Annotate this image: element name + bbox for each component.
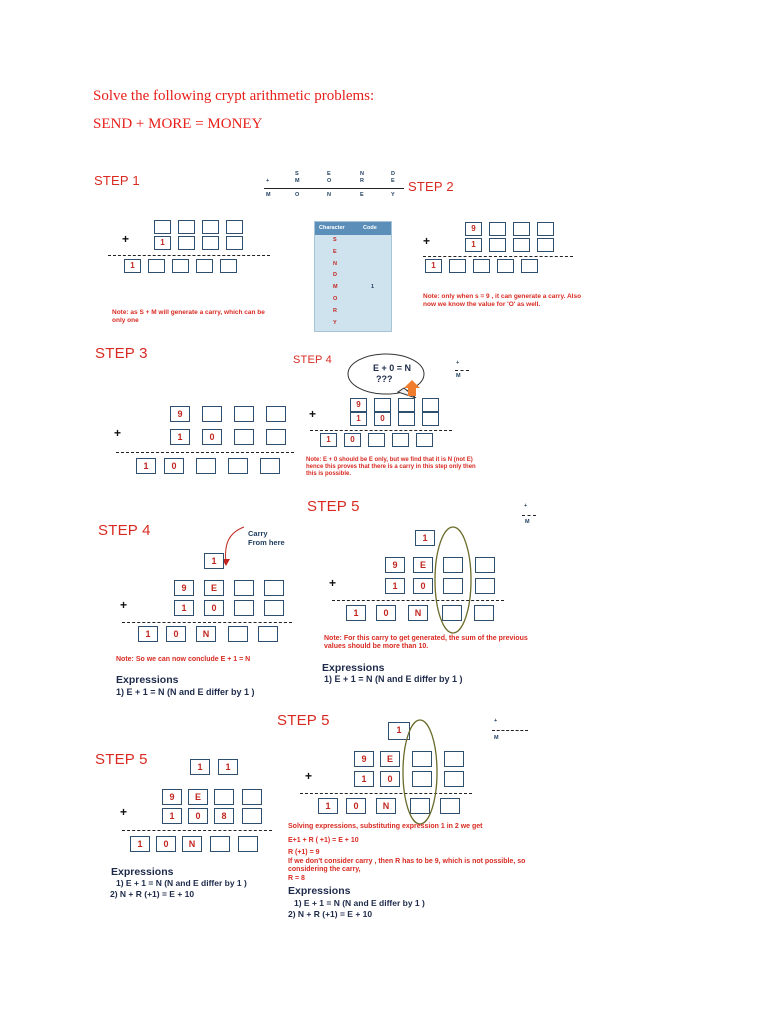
m-digit-box: 1	[170, 429, 190, 445]
plus-sign: +	[423, 234, 431, 248]
result-digit-box: 0	[166, 626, 186, 642]
result-digit-box: 1	[320, 433, 337, 447]
m-digit-box: 1	[465, 238, 482, 252]
digit-box	[242, 808, 262, 824]
sum-line	[332, 600, 504, 601]
side-plus: +	[524, 503, 528, 509]
side-m: M	[456, 373, 461, 379]
solve-line-2: E+1 + R ( +1) = E + 10	[288, 837, 359, 844]
digit-box	[374, 398, 391, 412]
digit-box	[234, 580, 254, 596]
e-digit-box: E	[204, 580, 224, 596]
step5-solve-panel	[272, 705, 542, 927]
o-digit-box: 0	[380, 771, 400, 787]
step4-label: STEP 4	[98, 522, 151, 539]
step2-panel	[405, 176, 585, 326]
n-digit-box: N	[408, 605, 428, 621]
digit-box	[398, 398, 415, 412]
digit-box	[489, 238, 506, 252]
m-digit-box: 1	[154, 236, 171, 250]
highlight-ellipse	[400, 717, 440, 827]
digit-box	[368, 433, 385, 447]
step5-note: Note: For this carry to get generated, the sum of the previous values should be more than 10.	[324, 635, 528, 650]
digit-box	[178, 236, 195, 250]
letter: D	[391, 171, 395, 177]
digit-box	[513, 238, 530, 252]
s-digit-box: 9	[385, 557, 405, 573]
solve-line-3: R (+1) = 9	[288, 849, 320, 856]
s-digit-box: 9	[465, 222, 482, 236]
result-digit-box: 1	[138, 626, 158, 642]
n-digit-box: N	[182, 836, 202, 852]
carry-digit-box: 1	[388, 722, 410, 740]
n-digit-box: N	[196, 626, 216, 642]
sum-line	[108, 255, 270, 256]
plus-sign: +	[120, 598, 128, 612]
digit-box	[266, 429, 286, 445]
o-digit-box: 0	[204, 600, 224, 616]
step5-label: STEP 5	[277, 712, 330, 729]
plus-sign: +	[305, 769, 313, 783]
result-digit-box: 1	[130, 836, 150, 852]
letter: Y	[391, 192, 395, 198]
carry-digit-box: 1	[218, 759, 238, 775]
table-character-cell: Y	[333, 319, 337, 326]
expression-1: 1) E + 1 = N (N and E differ by 1 )	[116, 687, 255, 697]
sum-line	[310, 430, 452, 431]
digit-box	[513, 222, 530, 236]
bubble-question: ???	[376, 374, 393, 384]
expression-1: 1) E + 1 = N (N and E differ by 1 )	[294, 898, 425, 908]
expression-1: 1) E + 1 = N (N and E differ by 1 )	[116, 878, 247, 888]
side-m: M	[525, 519, 530, 525]
side-line	[455, 370, 469, 371]
digit-box	[202, 406, 222, 422]
table-character-cell: S	[333, 237, 337, 243]
m-digit-box: 1	[174, 600, 194, 616]
digit-box	[489, 222, 506, 236]
s-digit-box: 9	[170, 406, 190, 422]
table-character-cell: E	[333, 248, 337, 255]
result-digit-box: 1	[318, 798, 338, 814]
digit-box	[226, 220, 243, 234]
r-digit-box: 8	[214, 808, 234, 824]
digit-box	[475, 557, 495, 573]
digit-box	[416, 433, 433, 447]
s-digit-box: 9	[354, 751, 374, 767]
m-digit-box: 1	[354, 771, 374, 787]
m-digit-box: 1	[385, 578, 405, 594]
expressions-title: Expressions	[111, 866, 174, 878]
o-digit-box: 0	[188, 808, 208, 824]
plus-sign: +	[120, 805, 128, 819]
letter: M	[266, 192, 271, 198]
plus-sign: +	[114, 426, 122, 440]
e-digit-box: E	[413, 557, 433, 573]
expression-1: 1) E + 1 = N (N and E differ by 1 )	[324, 674, 463, 684]
digit-box	[210, 836, 230, 852]
instruction-heading: Solve the following crypt arithmetic problems:	[93, 88, 375, 104]
step1-label: STEP 1	[94, 173, 140, 188]
plus-sign: +	[309, 407, 317, 421]
s-digit-box: 9	[174, 580, 194, 596]
sum-line	[423, 256, 573, 257]
letter: R	[360, 178, 364, 184]
digit-box	[537, 222, 554, 236]
letter: M	[295, 178, 300, 184]
equation-header	[262, 168, 412, 202]
digit-box	[266, 406, 286, 422]
digit-box	[537, 238, 554, 252]
digit-box	[264, 600, 284, 616]
digit-box	[392, 433, 409, 447]
digit-box	[154, 220, 171, 234]
digit-box	[449, 259, 466, 273]
digit-box	[202, 220, 219, 234]
highlight-ellipse	[432, 524, 474, 636]
table-character-cell: M	[333, 284, 338, 291]
digit-box	[234, 600, 254, 616]
digit-box	[234, 429, 254, 445]
digit-box	[226, 236, 243, 250]
expression-2: 2) N + R (+1) = E + 10	[110, 889, 195, 899]
expressions-title: Expressions	[116, 674, 179, 686]
digit-box	[264, 580, 284, 596]
n-digit-box: N	[376, 798, 396, 814]
step2-label: STEP 2	[408, 179, 454, 194]
letter: O	[295, 192, 300, 198]
table-character-cell: N	[333, 260, 337, 267]
digit-box	[258, 626, 278, 642]
table-code-cell: 1	[371, 284, 375, 291]
solve-line-1: Solving expressions, substituting expression 1 in 2 we get	[288, 823, 483, 830]
result-digit-box: 1	[425, 259, 442, 273]
step5-label: STEP 5	[307, 498, 360, 515]
carry-digit-box: 1	[415, 530, 435, 546]
sum-line	[264, 188, 404, 189]
step4-note: Note: E + 0 should be E only, but we find that it is N (not E) hence this proves that there is a carry in this step only then this is possible.	[306, 457, 476, 477]
solve-line-4: If we don't consider carry , then R has to be 9, which is not possible, so considering the carry,	[288, 858, 526, 873]
letter: N	[360, 171, 364, 177]
digit-box	[497, 259, 514, 273]
side-line	[522, 515, 536, 516]
s-digit-box: 9	[162, 789, 182, 805]
e-digit-box: E	[188, 789, 208, 805]
table-character-cell: O	[333, 296, 338, 302]
plus-sign: +	[122, 232, 130, 246]
result-digit-box: 0	[344, 433, 361, 447]
step5-panel	[302, 492, 552, 692]
digit-box	[260, 458, 280, 474]
letter: O	[327, 178, 332, 184]
step3-label: STEP 3	[95, 345, 148, 362]
digit-box	[444, 751, 464, 767]
sum-line	[116, 452, 294, 453]
sum-line	[300, 793, 472, 794]
digit-box	[238, 836, 258, 852]
digit-box	[440, 798, 460, 814]
digit-box	[196, 458, 216, 474]
step2-note: Note: only when s = 9 , it can generate a carry. Also now we know the value for 'O' as well.	[423, 293, 582, 308]
digit-box	[214, 789, 234, 805]
digit-box	[228, 626, 248, 642]
letter: N	[327, 192, 331, 198]
result-digit-box: 0	[376, 605, 396, 621]
step5-label: STEP 5	[95, 751, 148, 768]
carry-digit-box: 1	[190, 759, 210, 775]
digit-box	[521, 259, 538, 273]
bubble-text: E + 0 = N	[373, 363, 412, 373]
col-character: Character	[319, 225, 345, 231]
carry-digit-box: 1	[124, 259, 141, 273]
digit-box	[148, 259, 165, 273]
digit-box	[220, 259, 237, 273]
table-character-cell: D	[333, 272, 337, 279]
side-line	[492, 730, 528, 731]
digit-box	[422, 398, 439, 412]
result-digit-box: 1	[346, 605, 366, 621]
table-character-cell: R	[333, 307, 337, 314]
digit-box	[202, 236, 219, 250]
side-m: M	[494, 735, 499, 741]
result-digit-box: 1	[136, 458, 156, 474]
digit-box	[228, 458, 248, 474]
sum-line	[122, 830, 272, 831]
step3-panel	[92, 343, 297, 478]
letter: E	[327, 171, 331, 177]
result-digit-box: 0	[156, 836, 176, 852]
digit-box	[474, 605, 494, 621]
letter: E	[391, 178, 395, 184]
expressions-title: Expressions	[322, 662, 385, 674]
result-digit-box: 0	[164, 458, 184, 474]
m-digit-box: 1	[350, 412, 367, 426]
step4-label: STEP 4	[293, 354, 332, 366]
side-plus: +	[456, 360, 460, 366]
problem-heading: SEND + MORE = MONEY	[93, 116, 263, 132]
plus-sign: +	[329, 576, 337, 590]
side-plus: +	[494, 718, 498, 724]
plus-sign: +	[266, 178, 270, 184]
e-digit-box: E	[380, 751, 400, 767]
character-code-table	[314, 221, 392, 332]
step1-note: Note: as S + M will generate a carry, which can be only one	[112, 309, 265, 324]
expression-2: 2) N + R (+1) = E + 10	[288, 909, 373, 919]
digit-box	[234, 406, 254, 422]
digit-box	[242, 789, 262, 805]
digit-box	[178, 220, 195, 234]
m-digit-box: 1	[162, 808, 182, 824]
sum-line	[122, 622, 292, 623]
digit-box	[475, 578, 495, 594]
step4-note: Note: So we can now conclude E + 1 = N	[116, 656, 251, 663]
digit-box	[196, 259, 213, 273]
letter: S	[295, 171, 299, 177]
digit-box	[473, 259, 490, 273]
expressions-title: Expressions	[288, 885, 351, 897]
step5-r-panel	[92, 745, 276, 905]
step1-panel	[92, 168, 282, 328]
result-digit-box: 0	[346, 798, 366, 814]
letter: E	[360, 192, 364, 198]
col-code: Code	[363, 225, 377, 231]
digit-box	[398, 412, 415, 426]
step4-bubble-panel	[288, 350, 478, 480]
o-digit-box: 0	[374, 412, 391, 426]
s-digit-box: 9	[350, 398, 367, 412]
digit-box	[422, 412, 439, 426]
solve-line-5: R = 8	[288, 875, 305, 882]
carry-digit-box: 1	[204, 553, 224, 569]
carry-label: Carry From here	[248, 529, 285, 547]
digit-box	[172, 259, 189, 273]
o-digit-box: 0	[413, 578, 433, 594]
step4-carry-panel	[92, 515, 302, 700]
digit-box	[444, 771, 464, 787]
o-digit-box: 0	[202, 429, 222, 445]
